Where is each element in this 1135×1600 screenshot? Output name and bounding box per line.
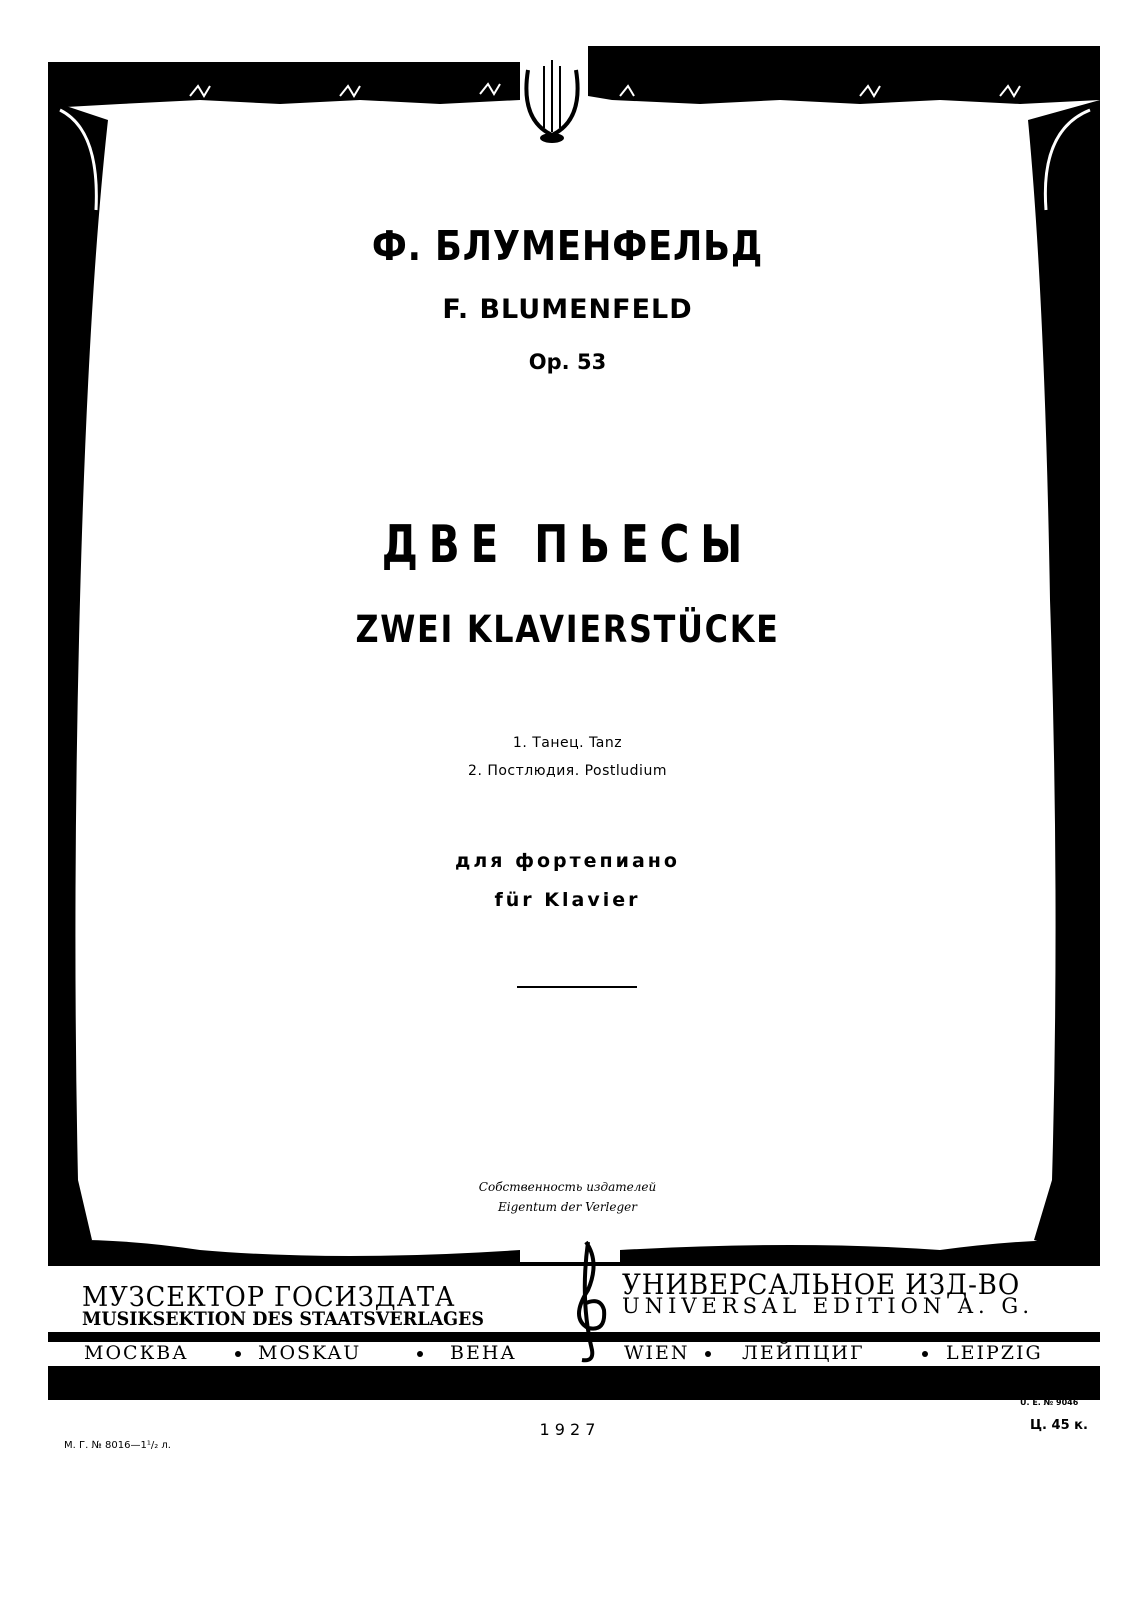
instrument-ru: для фортепиано (455, 850, 680, 872)
opus-number: Op. 53 (528, 350, 607, 374)
city-vienna-de: WIEN (624, 1342, 690, 1364)
city-moscow-de: MOSKAU (258, 1342, 362, 1364)
city-band-bottom (48, 1366, 1100, 1400)
city-moscow-ru: МОСКВА (84, 1342, 189, 1364)
divider-rule (517, 986, 637, 988)
piece-2: 2. Постлюдия. Postludium (468, 763, 667, 779)
city-vienna-ru: ВЕНА (450, 1342, 517, 1364)
city-leipzig-de: LEIPZIG (946, 1342, 1043, 1364)
piece-1: 1. Танец. Tanz (512, 735, 623, 751)
frame-right (1028, 100, 1100, 1260)
publisher-left-de: MUSIKSEKTION DES STAATSVERLAGES (82, 1308, 485, 1330)
composer-name-ru: Ф. БЛУМЕНФЕЛЬД (371, 222, 764, 270)
price: Ц. 45 к. (1030, 1418, 1088, 1433)
instrument-de: für Klavier (494, 889, 641, 911)
frame-top-band-right (588, 46, 1100, 104)
publisher-right-ru: УНИВЕРСАЛЬНОЕ ИЗД-ВО (622, 1268, 1021, 1301)
title-german: ZWEI KLAVIERSTÜCKE (355, 608, 780, 651)
publication-year: 1 9 2 7 (539, 1420, 596, 1439)
frame-top-band (48, 62, 520, 108)
city-leipzig-ru: ЛЕЙПЦИГ (742, 1342, 865, 1364)
edition-code: U. E. № 9046 (1020, 1398, 1079, 1407)
title-russian: ДВЕ ПЬЕСЫ (381, 515, 754, 575)
rights-notice-ru: Собственность издателей (478, 1180, 657, 1194)
treble-clef-icon (579, 1242, 604, 1360)
lyre-icon (526, 60, 577, 143)
city-band-top (48, 1332, 1100, 1342)
publisher-right-de: UNIVERSAL EDITION A. G. (622, 1294, 1035, 1318)
publisher-left-ru: МУЗСЕКТОР ГОСИЗДАТА (82, 1282, 456, 1313)
frame-left (48, 100, 108, 1260)
rights-notice-de: Eigentum der Verleger (497, 1200, 638, 1214)
composer-name-latin: F. BLUMENFELD (442, 294, 693, 325)
catalog-number: М. Г. № 8016—1¹/₂ л. (64, 1440, 171, 1451)
